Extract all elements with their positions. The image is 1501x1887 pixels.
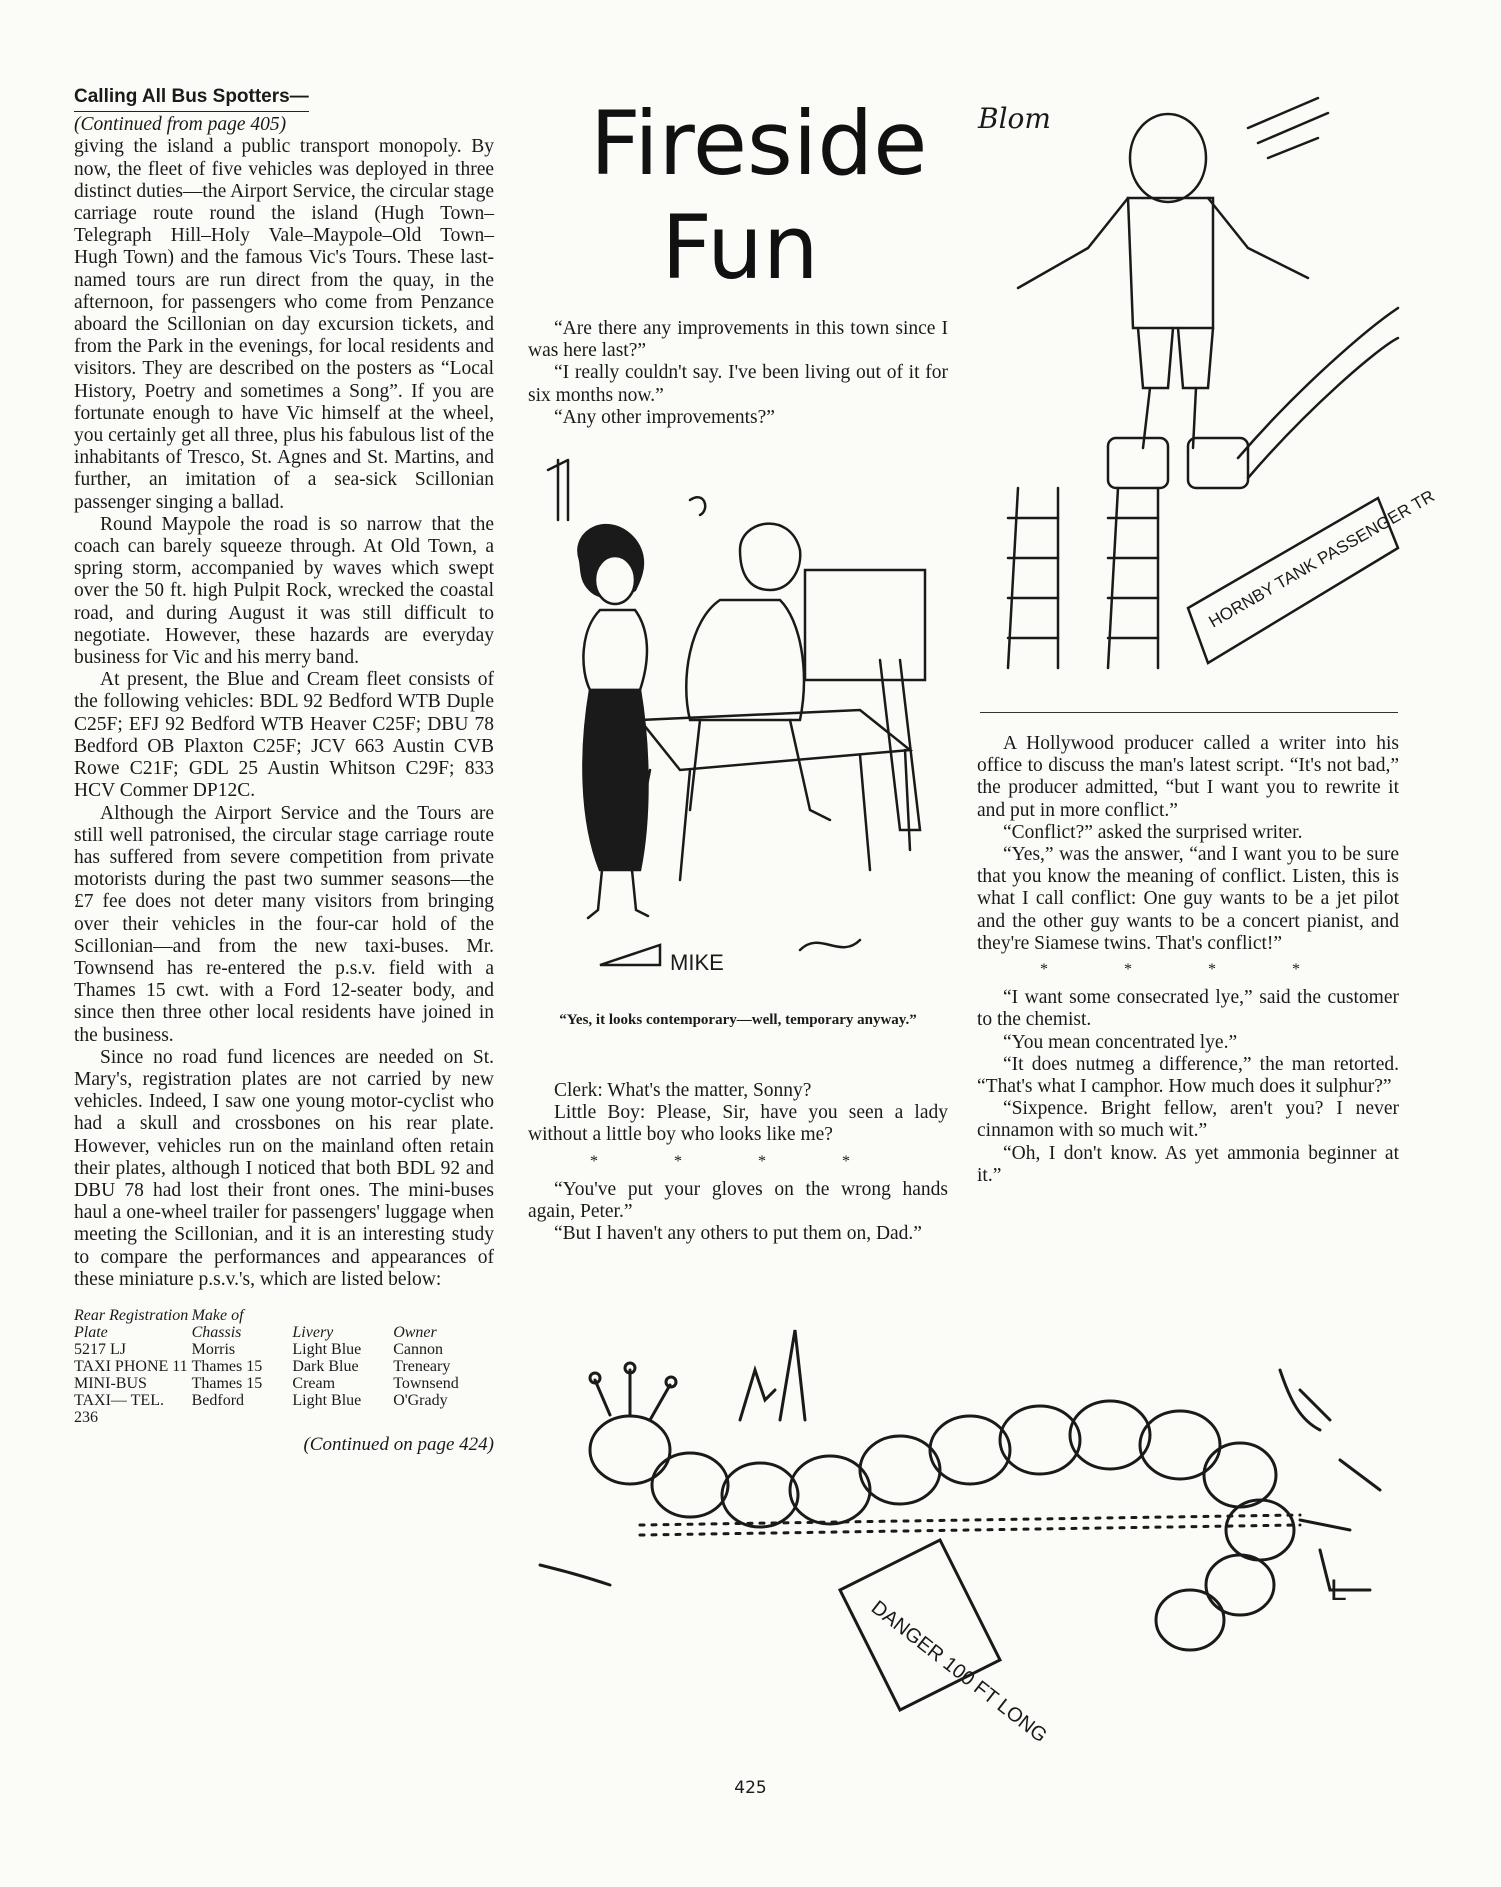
table-cell: 5217 LJ [74,1340,126,1358]
man-sweater [686,600,804,720]
track-rails [1008,488,1158,668]
centipede-legs [640,1515,1300,1535]
body-segment [1204,1443,1276,1507]
article-paragraph: Round Maypole the road is so narrow that the coach can barely squeeze through. At Old Town, a spring storm, accompanied by waves which swept over the 50 ft. high Pulpit Rock, wrecked the coastal road, and during August it was still difficult to negotiate. However, these hazards are everyday business for Vic and his merry band. [74,513,494,669]
boy-arms [1018,198,1308,288]
table-cell: Cream [292,1374,336,1392]
body-segment [1206,1555,1274,1615]
joke-line: “Sixpence. Bright fellow, aren't you? I never cinnamon with so much wit.” [977,1098,1399,1142]
centipede-cartoon [540,1310,1410,1770]
joke-line: “Oh, I don't know. As yet ammonia beginner at it.” [977,1142,1399,1186]
cartoon-signature: MIKE [670,950,724,975]
table-cell: O'Grady [393,1391,448,1409]
table-row [74,1341,494,1358]
separator-stars: * * * * [590,1152,886,1170]
fleet-table [74,1307,494,1426]
smoke-swirl [690,497,705,515]
title-line: Fun [661,196,819,299]
table-header: Owner [393,1323,437,1341]
article-heading: Calling All Bus Spotters— [74,86,309,112]
joke-line: “I want some consecrated lye,” said the customer to the chemist. [977,987,1399,1031]
joke-line: “Any other improvements?” [554,406,775,428]
joke-line: “It does nutmeg a difference,” the man retorted. “That's what I camphor. How much does it sulphur?” [977,1053,1399,1098]
tail-flick [1280,1370,1330,1430]
antennae [595,1370,670,1420]
woman-face [595,556,635,604]
joke-line: “I really couldn't say. I've been living out of it for six months now.” [528,362,948,406]
cartoon-caption: “Yes, it looks contemporary—well, temporary anyway.” [559,1012,917,1028]
antenna-tip [625,1363,635,1373]
saw [880,660,920,830]
cartoon-stroke [740,1330,805,1420]
table-cell: Light Blue [292,1391,362,1409]
title-line: Fireside [590,92,928,195]
jokes-column [528,318,948,429]
table-row [74,1358,494,1375]
joke-line: Clerk: What's the matter, Sonny? [554,1080,812,1101]
woman-skirt [583,690,647,870]
carpenter-cartoon [540,450,960,990]
cartoon-signature: Blom [978,102,1051,135]
table-header: Rear Registration Plate [74,1306,189,1341]
woman-legs [588,870,648,918]
article-paragraph: At present, the Blue and Cream fleet consists of the following vehicles: BDL 92 Bedford WTB Duple C25F; EFJ 92 Bedford WTB Heaver C25F; DBU 78 Bedford OB Plaxton C25F; JCV 663 Austin CVB Rowe C21F; GDL 25 Austin Whitson C29F; 833 HCV Commer DP12C. [74,669,494,802]
joke-line: “You mean concentrated lye.” [1003,1031,1238,1053]
antenna-tip [666,1377,676,1387]
engine-left [1108,438,1168,488]
joke-line: Little Boy: Please, Sir, have you seen a lady without a little boy who looks like me? [528,1102,948,1146]
man-legs [690,720,830,820]
joke-line: “Yes,” was the answer, “and I want you to be sure that you know the meaning of conflict. Listen, this is what I call conflict: One guy wants to be a jet pilot and the other guy wants to be a concert pianist, and they're Siamese twins. That's conflict!” [977,844,1399,954]
window-frame [805,570,925,680]
table-cell: Treneary [393,1357,451,1375]
table-header: Make of Chassis [191,1306,244,1341]
article-column [74,86,494,1456]
danger-sign-text: DANGER 100 FT LONG [866,1596,1051,1748]
body-segment [722,1463,798,1527]
engine-right [1188,438,1248,488]
woman-blouse [583,610,647,690]
table-cell: Dark Blue [292,1357,359,1375]
tools-on-floor [600,940,860,965]
table-cell: Morris [191,1340,236,1358]
joke-line: “But I haven't any others to put them on, Dad.” [554,1223,922,1245]
section-divider [980,712,1398,713]
train-box-label: HORNBY TANK PASSENGER TR [1205,486,1438,632]
table-cell: Light Blue [292,1340,362,1358]
cartoon-signature: L [1330,1574,1347,1607]
joke-line: A Hollywood producer called a writer into his office to discuss the man's latest script. “It's not bad,” the producer admitted, “but I want you to rewrite it and put in more conflict.” [977,733,1399,821]
joke-line: “You've put your gloves on the wrong hands again, Peter.” [528,1178,948,1223]
table-header-row [74,1307,494,1341]
boy-head [1130,114,1206,202]
continued-on: (Continued on page 424) [303,1433,494,1455]
track-curve [1238,308,1398,478]
article-paragraph: giving the island a public transport monopoly. By now, the fleet of five vehicles was deployed in three distinct duties—the Airport Service, the circular stage carriage route round the island (Hugh Town–Telegraph Hill–Holy Vale–Maypole–Old Town–Hugh Town) and the famous Vic's Tours. These last-named tours are run direct from the quay, in the afternoon, for passengers who come from Penzance aboard the Scillonian on day excursion tickets, and from the Park in the evenings, for local residents and visitors. They are described on the posters as “Local History, Poetry and sometimes a Song”. If you are fortunate enough to have Vic himself at the wheel, you certainly get all three, plus his fabulous list of the inhabitants of Tresco, St. Agnes and St. Martins, and further, an imitation of a sea-sick Scillonian passenger singing a ballad. [74,136,494,513]
table-cell: Thames 15 [191,1357,263,1375]
train-boy-cartoon [978,88,1438,688]
page-number: 425 [734,1778,767,1798]
body-segment [1226,1500,1294,1560]
centipede-head [590,1416,670,1484]
body-segment [652,1453,728,1517]
body-segment [930,1416,1010,1484]
page-title [590,92,928,300]
table-cell: TAXI PHONE 11 [74,1357,188,1375]
body-segment [1156,1590,1224,1650]
jokes-column-lower [528,1080,948,1245]
body-segment [860,1436,940,1504]
table-legs [630,750,910,880]
body-segment [1070,1401,1150,1469]
body-segment [1000,1406,1080,1474]
table-cell: Townsend [393,1374,459,1392]
table-cell: Bedford [191,1391,245,1409]
joke-line: “Conflict?” asked the surprised writer. [1003,821,1303,843]
continued-from: (Continued from page 405) [74,114,287,136]
body-segment [790,1456,870,1524]
article-paragraph: Although the Airport Service and the Tours are still well patronised, the circular stage carriage route has suffered from severe competition from private motorists during the past two summer seasons—the £7 fee does not deter many visitors from bringing over their vehicles in the four-car hold of the Scillonian—and from the new taxi-buses. Mr. Townsend has re-entered the p.s.v. field with a Thames 15 cwt. with a Ford 12-seater body, and since then three other local residents have joined in the business. [74,802,494,1046]
antenna-tip [590,1373,600,1383]
speed-lines [1248,98,1328,158]
article-paragraph: Since no road fund licences are needed on St. Mary's, registration plates are not carried by new vehicles. Indeed, I saw one young motor-cyclist who had a skull and crossbones on his rear plate. However, vehicles run on the mainland often retain their plates, although I noticed that both BDL 92 and DBU 78 had lost their front ones. The mini-buses haul a one-wheel trailer for passengers' luggage when meeting the Scillonian, and it is an interesting study to compare the performances and appearances of these miniature p.s.v.'s, which are listed below: [74,1046,494,1290]
separator-stars: * * * * [1040,961,1336,979]
cartoon-stroke [548,460,568,520]
boy-sweater [1128,198,1213,328]
joke-line: “Are there any improvements in this town since I was here last?” [528,318,948,362]
man-head [740,524,800,590]
table-row [74,1375,494,1392]
table-cell: Thames 15 [191,1374,263,1392]
track-sleepers [1008,518,1158,638]
table-cell: Cannon [393,1340,443,1358]
body-segment [1140,1411,1220,1479]
table-cell: MINI-BUS [74,1374,147,1392]
boy-shorts [1138,328,1213,388]
jokes-column-right [977,733,1399,1187]
table-cell: TAXI— TEL. 236 [74,1391,164,1426]
motion-lines [540,1460,1380,1585]
table-header: Livery [292,1323,334,1341]
table-row [74,1392,494,1426]
